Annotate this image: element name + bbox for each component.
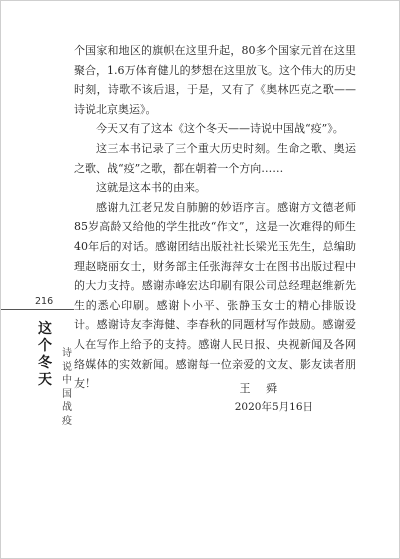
paragraph-1: 个国家和地区的旗帜在这里升起，80多个国家元首在这里聚合，1.6万体育健儿的梦想在这里放飞。这个伟大的历史时刻，诗歌不该后退，于是，又有了《奥林匹克之歌——诗说北京奥运》。 <box>74 44 356 116</box>
signature-block <box>151 379 313 417</box>
paragraph-3: 这三本书记录了三个重大历史时刻。生命之歌、奥运之歌、战“疫”之歌，都在朝着一个方向…… <box>74 141 356 175</box>
author-name: 王 舜 <box>239 382 283 395</box>
subtitle-char: 战 <box>62 402 72 413</box>
title-char: 天 <box>38 372 52 388</box>
paragraph-4: 这就是这本书的由来。 <box>96 181 206 195</box>
page-number: 216 <box>35 296 54 307</box>
title-char: 个 <box>38 338 52 354</box>
signature-date: 2020年5月16日 <box>234 401 313 413</box>
main-text <box>74 41 356 394</box>
subtitle-char: 诗 <box>62 348 72 359</box>
paragraph-2: 今天又有了这本《这个冬天——诗说中国战“疫”》。 <box>96 122 344 136</box>
subtitle-char: 疫 <box>62 415 72 427</box>
paragraph-5: 感谢九江老兄发自肺腑的妙语序言。感谢方文德老师85岁高龄又给他的学生批改“作文”，这是一次难得的师生40年后的对话。感谢团结出版社社长梁光玉先生，总编助理赵晓丽女士，财务部主任张海萍女士在图书出版过程中的大力支持。感谢赤峰宏达印刷有限公司总经理赵维新先生的悉心印刷。感谢卜小平、张静玉女士的精心排版设计。感谢诗友李海健、李春秋的同题材写作鼓励。感谢爱人在写作上给予的支持。感谢人民日报、央视新闻及各网络媒体的实效新闻。感谢每一位亲爱的文友、影友读者朋友！ <box>74 200 356 391</box>
margin-rule <box>1 309 74 310</box>
subtitle-char: 中 <box>62 375 72 386</box>
subtitle-char: 说 <box>62 361 72 373</box>
title-char: 冬 <box>38 355 52 371</box>
running-subtitle <box>61 347 73 428</box>
subtitle-char: 国 <box>62 388 72 400</box>
title-char: 这 <box>38 321 52 337</box>
running-title <box>37 321 53 389</box>
